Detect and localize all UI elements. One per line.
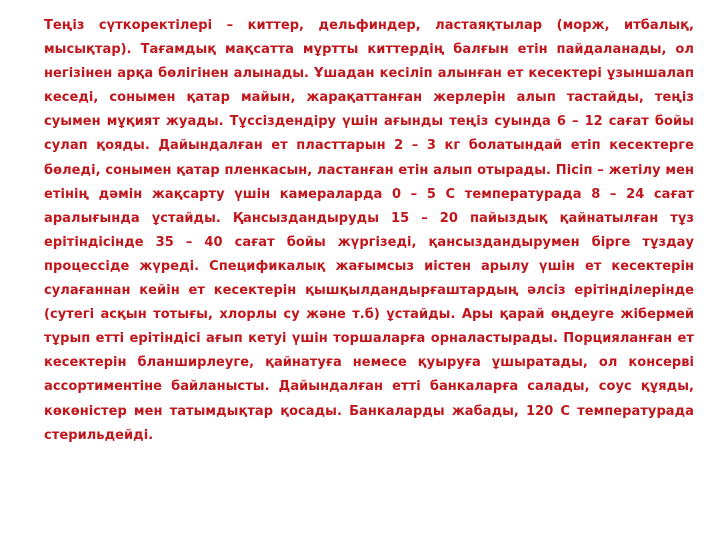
body-paragraph: Теңіз сүткоректілері – киттер, дельфиндер, ластаяқтылар (морж, итбалық, мысықтар). Тағамдық мақсатта мұртты киттердің балғын етін пайдаланады, ол негізінен арқа бөлігінен алынады. Ұшадан кесіліп алынған ет кесектері ұзыншалап кеседі, сонымен қатар майын, жарақаттанған жерлерін алып тастайды, теңіз суымен мұқият жуады. Тұссіздендіру үшін ағынды теңіз суында 6 – 12 сағат бойы сулап қояды. Дайындалған ет пласттарын 2 – 3 кг болатындай етіп кесектерге бөледі, сонымен қатар пленкасын, ластанған етін алып отырады. Пісіп – жетілу мен етінің дәмін жақсарту үшін камераларда 0 – 5 С температурада 8 – 24 сағат аралығында ұстайды. Қансыздандыруды 15 – 20 пайыздық қайнатылған тұз ерітіндісінде 35 – 40 сағат бойы жүргізеді, қансыздандырумен бірге тұздау процессіде жүреді. Спецификалық жағымсыз иістен арылу үшін ет кесектерін сулағаннан кейін ет кесектерін қышқылдандырғаштардың әлсіз ерітінділерінде (сутегі асқын тотығы, хлорлы су және т.б) ұстайды. Ары қарай өңдеуге жібермей тұрып етті ерітіндісі ағып кетуі үшін торшаларға орналастырады. Порцияланған ет кесектерін бланширлеуге, қайнатуға немесе қуыруға ұшыратады, ол консерві ассортиментіне байланысты. Дайындалған етті банкаларға салады, соус құяды, көкөністер мен татымдықтар қосады. Банкаларды жабады, 120 С температурада стерильдейді.: [44, 18, 694, 443]
